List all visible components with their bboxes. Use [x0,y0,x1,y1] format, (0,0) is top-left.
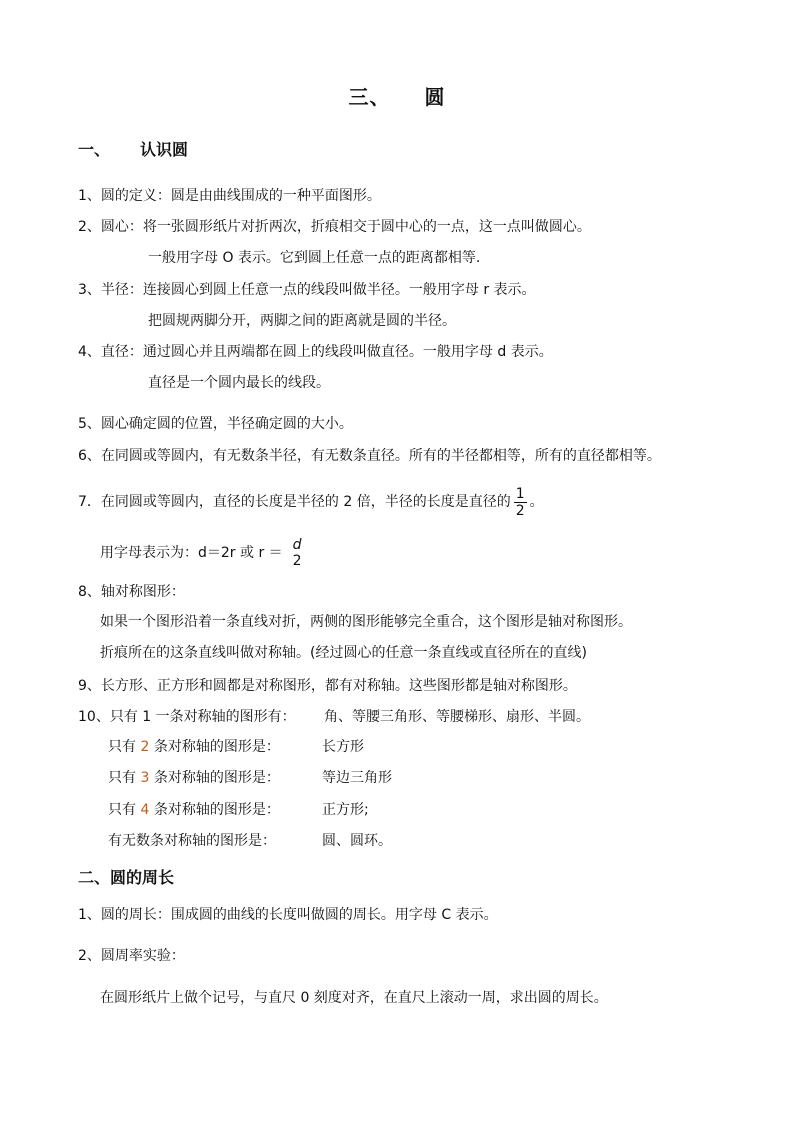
item-4-cont: 直径是一个圆内最长的线段。 [148,375,330,391]
item-2: 2、圆心：将一张圆形纸片对折两次，折痕相交于圆中心的一点，这一点叫做圆心。 [78,219,591,235]
row-infinite-axes-value: 圆、圆环。 [322,833,392,849]
page-title [0,84,794,110]
item-5: 5、圆心确定圆的位置，半径确定圆的大小。 [78,416,353,432]
section-1-number: 一、 [78,140,111,159]
row-3-axes-value: 等边三角形 [322,770,392,786]
row-3-pre: 只有 [108,770,141,786]
fraction-denominator: 2 [515,502,525,519]
row-2-axes-value: 长方形 [322,739,364,755]
item-1: 1、圆的定义：圆是由曲线围成的一种平面图形。 [78,188,381,204]
item-3: 3、半径：连接圆心到圆上任意一点的线段叫做半径。一般用字母 r 表示。 [78,282,536,298]
row-3-number: 3 [140,770,150,786]
fraction-d-over-2 [291,537,304,569]
row-infinite-axes-label: 有无数条对称轴的图形是： [108,833,276,849]
circumference-definition: 1、圆的周长：围成圆的曲线的长度叫做圆的周长。用字母 C 表示。 [78,907,498,923]
pi-experiment-desc: 在圆形纸片上做个记号，与直尺 0 刻度对齐，在直尺上滚动一周，求出圆的周长。 [100,990,608,1006]
pi-experiment: 2、圆周率实验： [78,948,185,964]
row-2-number: 2 [140,739,150,755]
row-4-number: 4 [140,802,150,818]
fraction-denominator: 2 [292,553,302,569]
row-4-pre: 只有 [108,802,141,818]
section-1-title: 认识圆 [140,140,189,159]
item-8: 8、轴对称图形： [78,584,185,600]
item-8-definition: 如果一个图形沿着一条直线对折，两侧的图形能够完全重合，这个图形是轴对称图形。 [100,614,632,630]
item-7-text: 7．在同圆或等圆内，直径的长度是半径的 2 倍，半径的长度是直径的 [78,494,511,510]
section-heading-2: 二、圆的周长 [78,868,175,887]
row-3-axes-label [108,768,280,788]
row-2-pre: 只有 [108,739,141,755]
item-8-axis: 折痕所在的这条直线叫做对称轴。(经过圆心的任意一条直线或直径所在的直线) [100,645,587,661]
row-4-post: 条对称轴的图形是： [149,802,280,818]
item-7-formula [100,535,307,571]
row-2-post: 条对称轴的图形是： [149,739,280,755]
fraction-numerator: d [292,537,302,553]
row-4-axes-value: 正方形; [322,802,369,818]
item-2-cont: 一般用字母 O 表示。它到圆上任意一点的距离都相等. [148,250,481,266]
title-number: 三、 [348,85,391,109]
item-7-end: 。 [529,494,544,510]
item-10-value: 角、等腰三角形、等腰梯形、扇形、半圆。 [324,709,590,725]
item-10-label: 10、只有 1 一条对称轴的图形有： [78,709,296,725]
title-text: 圆 [424,85,446,109]
item-7 [78,484,544,520]
row-3-post: 条对称轴的图形是： [149,770,280,786]
item-6: 6、在同圆或等圆内，有无数条半径，有无数条直径。所有的半径都相等，所有的直径都相等。 [78,448,661,464]
section-heading-1 [78,139,188,161]
item-3-cont: 把圆规两脚分开，两脚之间的距离就是圆的半径。 [148,313,456,329]
item-4: 4、直径：通过圆心并且两端都在圆上的线段叫做直径。一般用字母 d 表示。 [78,344,553,360]
fraction-numerator: 1 [515,485,525,502]
item-9: 9、长方形、正方形和圆都是对称图形，都有对称轴。这些图形都是轴对称图形。 [78,678,577,694]
fraction-one-half [514,486,527,519]
formula-text: 用字母表示为：d＝2r 或 r ＝ [100,545,283,561]
row-4-axes-label [108,800,280,820]
row-2-axes-label [108,737,280,757]
